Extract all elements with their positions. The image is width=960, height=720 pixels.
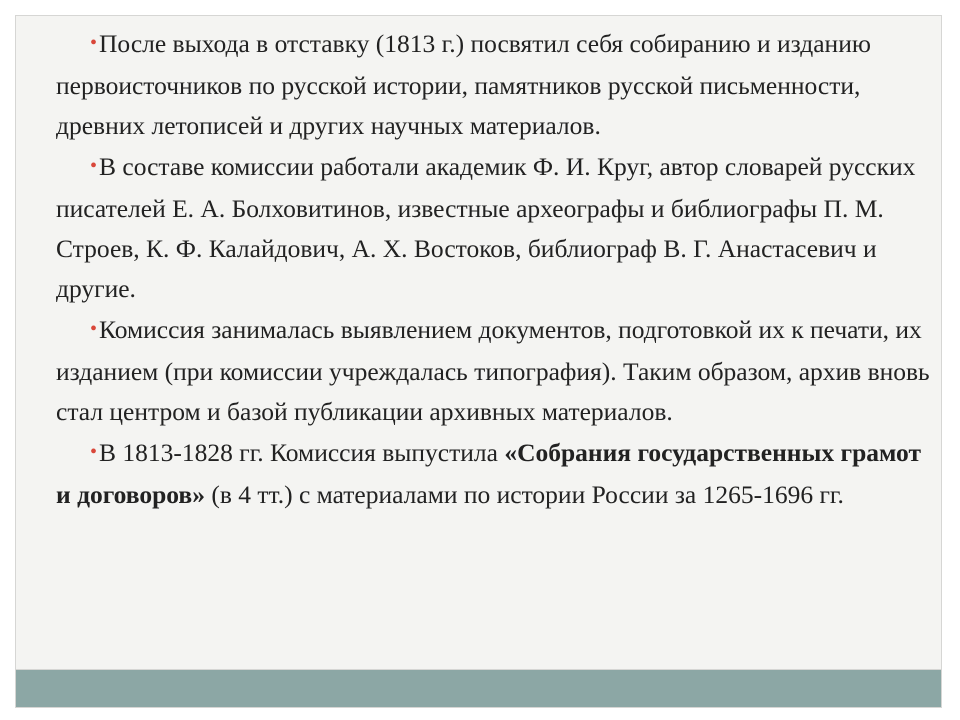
publication-title: «Собрания государственных грамот и договоров» xyxy=(56,438,921,509)
bullet-paragraph-3 xyxy=(56,310,932,432)
paragraph-text: Комиссия занималась выявлением документов, подготовкой их к печати, их изданием (при комиссии учреждалась типография). Таким образом, архив вновь стал центром и базой публикации архивных материалов. xyxy=(56,315,930,426)
bullet-icon: • xyxy=(90,32,98,54)
bullet-paragraph-4 xyxy=(56,433,932,515)
bullet-paragraph-2 xyxy=(56,147,932,309)
paragraph-text: После выхода в отставку (1813 г.) посвятил себя собиранию и изданию первоисточников по русской истории, памятников русской письменности, древних летописей и других научных материалов. xyxy=(56,29,871,140)
bullet-paragraph-1 xyxy=(56,24,932,146)
paragraph-text-before: В 1813-1828 гг. Комиссия выпустила xyxy=(99,438,505,467)
bullet-icon: • xyxy=(90,318,98,340)
bullet-icon: • xyxy=(90,441,98,463)
paragraph-text-after: (в 4 тт.) с материалами по истории России за 1265-1696 гг. xyxy=(204,480,844,509)
slide-body xyxy=(56,24,932,516)
footer-bar xyxy=(15,670,942,708)
bullet-icon: • xyxy=(90,155,98,177)
paragraph-text: В составе комиссии работали академик Ф. И. Круг, автор словарей русских писателей Е. А. Болховитинов, известные археографы и библиографы П. М. Строев, К. Ф. Калайдович, А. Х. Востоков, библиограф В. Г. Анастасевич и другие. xyxy=(56,152,916,303)
